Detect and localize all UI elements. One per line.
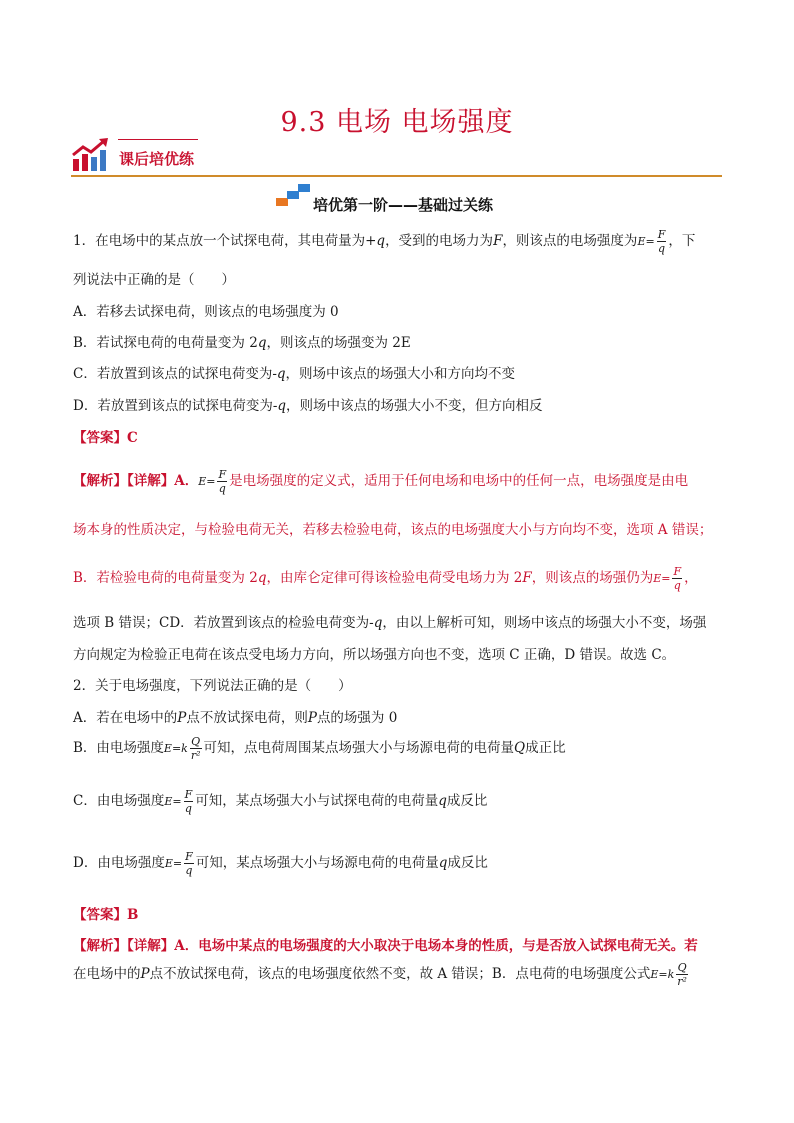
- q2-option-b: B．由电场强度E=k $\frac{Q}{\text{r²}}$ 可知，点电荷周围某点场强大小与场源电荷的电荷量Q成正比: [73, 735, 566, 762]
- fraction-F-over-q: $\frac{F}{q}$: [184, 788, 193, 815]
- fraction-F-over-q: $\frac{F}{q}$: [657, 228, 666, 255]
- q1-option-a: A．若移去试探电荷，则该点的电场强度为 0: [73, 304, 339, 320]
- q2-answer: 【答案】B: [73, 907, 139, 923]
- formula-E: E=: [164, 795, 182, 808]
- formula-E: E=: [637, 235, 655, 248]
- stage-title: 培优第一阶——基础过关练: [313, 196, 494, 214]
- text: ，下: [668, 233, 696, 249]
- text: ，则该点的电场强度为: [502, 233, 638, 249]
- text: 1．在电场中的某点放一个试探电荷，其电荷量为+: [73, 233, 377, 249]
- logo-top-line: [118, 139, 198, 140]
- header-rule: [71, 175, 722, 177]
- q1-explanation-line2: 场本身的性质决定，与检验电荷无关，若移去检验电荷，该点的电场强度大小与方向均不变，选项 A 错误；: [73, 522, 713, 538]
- q1-answer: 【答案】C: [73, 430, 138, 446]
- q1-explanation-line3: B．若检验电荷的电荷量变为 2q，由库仑定律可得该检验电荷受电场力为 2F，则该点的场强仍为E= $\frac{F}{q}$ ，: [73, 565, 698, 592]
- q1-option-d: D．若放置到该点的试探电荷变为-q，则场中该点的场强大小不变，但方向相反: [73, 398, 543, 414]
- var-F: F: [493, 233, 503, 249]
- page-title: 9.3 电场 电场强度: [280, 107, 514, 138]
- section-label: 课后培优练: [119, 150, 195, 168]
- q2-explanation-line1: 【解析】【详解】A．电场中某点的电场强度的大小取决于电场本身的性质，与是否放入试探电荷无关。若: [73, 938, 698, 954]
- fraction-F-over-q: $\frac{F}{q}$: [185, 850, 193, 877]
- fraction-Q-over-r2: $\frac{Q}{\text{r²}}$: [190, 735, 201, 762]
- q2-stem: 2．关于电场强度，下列说法正确的是（ ）: [73, 678, 352, 694]
- formula-E: E=: [198, 475, 216, 488]
- q2-option-a: A．若在电场中的P点不放试探电荷，则P点的场强为 0: [73, 710, 398, 726]
- text: ，受到的电场力为: [385, 233, 494, 249]
- q1-option-c: C．若放置到该点的试探电荷变为-q，则场中该点的场强大小和方向均不变: [73, 366, 516, 382]
- formula-E: E=: [164, 857, 183, 870]
- q2-option-d: D．由电场强度E= $\frac{F}{q}$ 可知，某点场强大小与场源电荷的电荷量q成反比: [73, 850, 488, 877]
- q2-option-c: C．由电场强度E= $\frac{F}{q}$ 可知，某点场强大小与试探电荷的电荷量q成反比: [73, 788, 488, 815]
- formula-E: E=k: [650, 968, 675, 981]
- q1-explanation-line5: 方向规定为检验正电荷在该点受电场力方向，所以场强方向也不变，选项 C 正确，D 错误。故选 C。: [73, 647, 676, 663]
- q1-explanation-line1: 【解析】【详解】A．E= $\frac{F}{q}$ 是电场强度的定义式，适用于任何电场和电场中的任何一点，电场强度是由电: [73, 468, 689, 495]
- q1-stem-line2: 列说法中正确的是（ ）: [73, 272, 235, 288]
- bar-chart-arrow-icon: [71, 137, 109, 173]
- fraction-Q-over-r2: $\frac{Q}{\text{r²}}$: [677, 961, 687, 988]
- stairs-icon: [276, 183, 310, 207]
- fraction-F-over-q: $\frac{F}{q}$: [218, 468, 227, 495]
- var-q: q: [376, 233, 386, 249]
- q2-explanation-line2: 在电场中的P点不放试探电荷，该点的电场强度依然不变，故 A 错误；B．点电荷的电场强度公式E=k $\frac{Q}{\text{r²}}$: [73, 961, 687, 988]
- q1-stem-line1: [73, 228, 695, 255]
- q1-option-b: B．若试探电荷的电荷量变为 2q，则该点的场强变为 2E: [73, 335, 411, 351]
- q1-explanation-line4: 选项 B 错误；CD．若放置到该点的检验电荷变为-q，由以上解析可知，则场中该点的场强大小不变，场强: [73, 615, 707, 631]
- formula-E: E=: [653, 572, 671, 585]
- fraction-F-over-q: $\frac{F}{q}$: [673, 565, 682, 592]
- formula-E: E=k: [163, 742, 188, 755]
